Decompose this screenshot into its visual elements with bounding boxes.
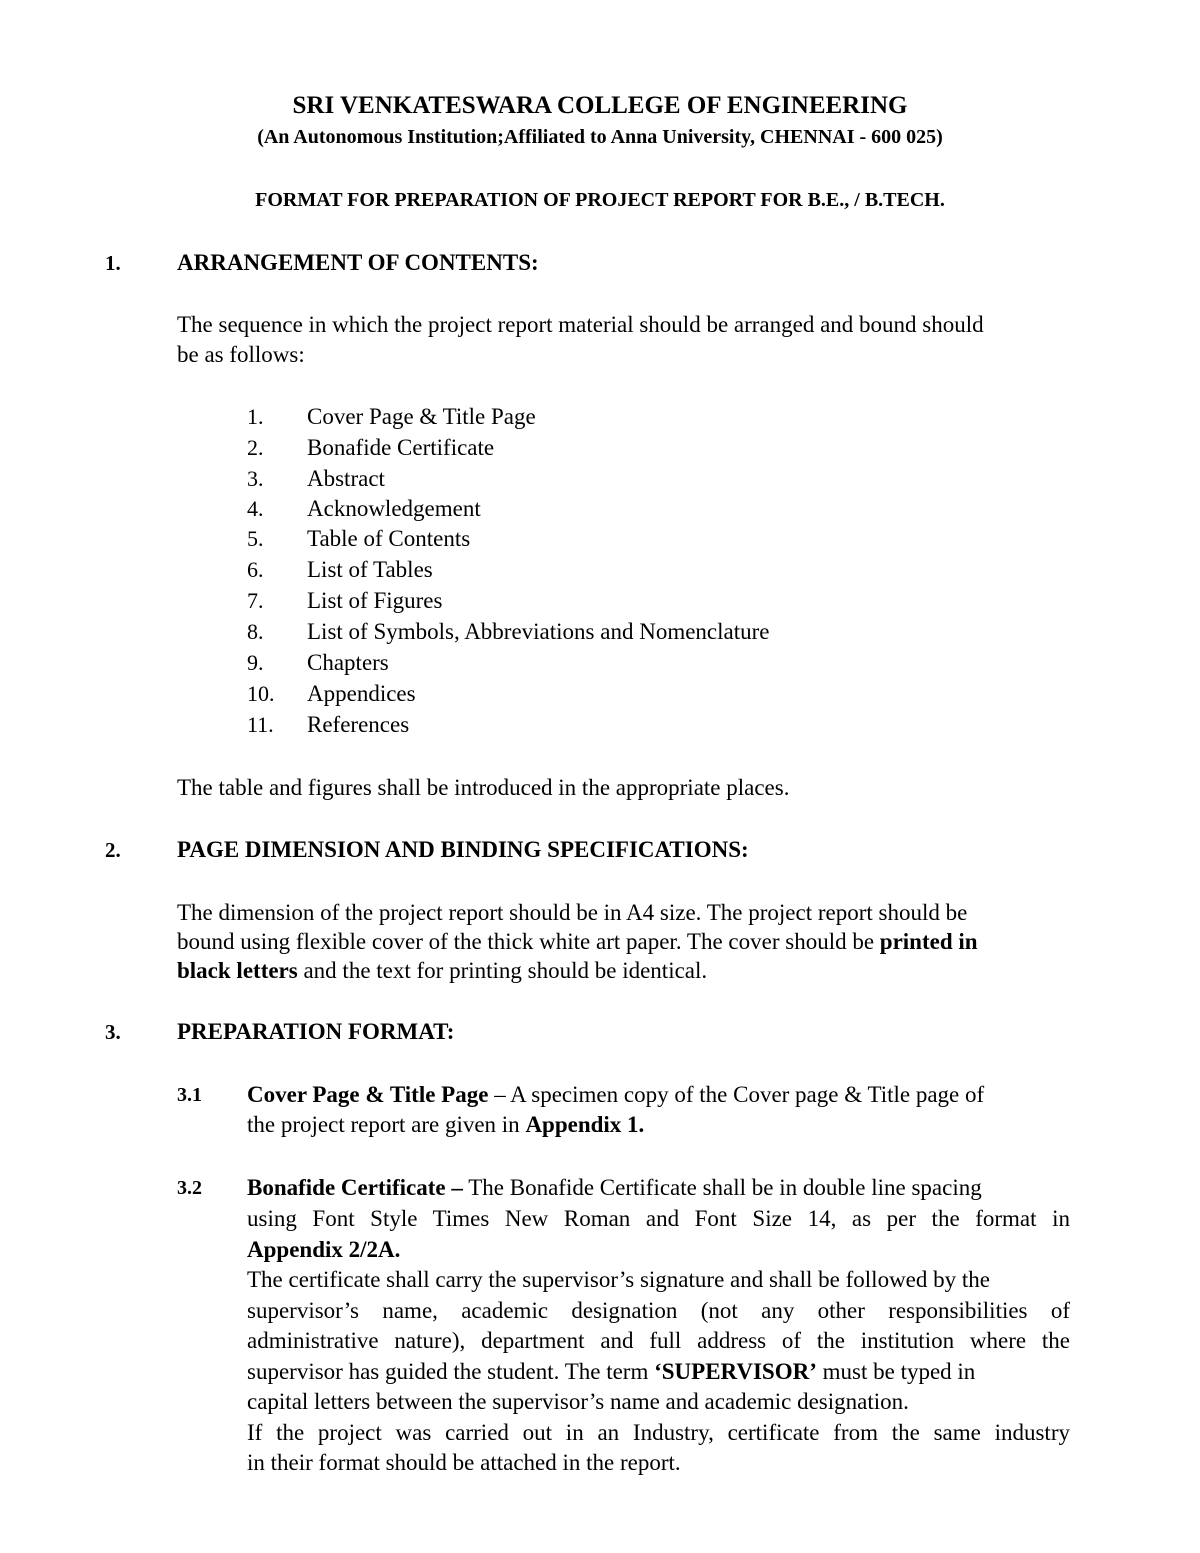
section-1-heading: ARRANGEMENT OF CONTENTS:: [177, 250, 539, 275]
subsection-3-1-appendix: Appendix 1.: [525, 1112, 645, 1137]
subsection-3-2-line-9: If the project was carried out in an Industry, certificate from the same industry: [247, 1420, 1070, 1445]
subsection-3-2-supervisor-term: ‘SUPERVISOR’: [654, 1359, 817, 1384]
section-2-line-2-bold: printed in: [879, 929, 978, 954]
subsection-3-1-title: Cover Page & Title Page: [247, 1082, 489, 1107]
subsection-3-2-line-7: [247, 1360, 975, 1383]
section-1-closing: The table and figures shall be introduced in the appropriate places.: [177, 775, 790, 800]
college-name: SRI VENKATESWARA COLLEGE OF ENGINEERING: [292, 92, 908, 119]
list-item-number: 11.: [247, 712, 274, 737]
section-2-heading: PAGE DIMENSION AND BINDING SPECIFICATIONS:: [177, 837, 749, 862]
subsection-3-2-line-1: [247, 1176, 982, 1199]
format-title: FORMAT FOR PREPARATION OF PROJECT REPORT FOR B.E., / B.TECH.: [255, 189, 945, 211]
list-item-label: Bonafide Certificate: [307, 435, 495, 460]
list-item-number: 9.: [247, 650, 264, 675]
list-item-number: 2.: [247, 435, 264, 460]
subsection-3-1-line-1-text: – A specimen copy of the Cover page & Title page of: [494, 1082, 985, 1107]
list-item-number: 5.: [247, 526, 264, 551]
subsection-3-1-line-1: [247, 1083, 984, 1106]
section-2-line-2-text: bound using flexible cover of the thick white art paper. The cover should be: [177, 929, 875, 954]
list-item-label: Table of Contents: [307, 526, 471, 551]
subsection-3-2-line-7-text: supervisor has guided the student. The term: [247, 1359, 649, 1384]
list-item-number: 1.: [247, 404, 264, 429]
list-item-label: Cover Page & Title Page: [307, 404, 536, 429]
section-2-line-1: The dimension of the project report should be in A4 size. The project report should be: [177, 900, 968, 925]
subsection-3-2-appendix: Appendix 2/2A.: [247, 1237, 401, 1262]
list-item-label: Appendices: [307, 681, 416, 706]
list-item-number: 10.: [247, 681, 275, 706]
section-1-intro-line-2: be as follows:: [177, 342, 305, 367]
section-2-line-3-text: and the text for printing should be identical.: [303, 958, 708, 983]
section-2-number: 2.: [105, 838, 121, 862]
list-item-label: References: [307, 712, 410, 737]
subsection-3-2-line-10: in their format should be attached in the report.: [247, 1450, 681, 1475]
section-2-line-3: [177, 959, 707, 982]
list-item-label: Acknowledgement: [307, 496, 481, 521]
subsection-3-2-line-1-text: The Bonafide Certificate shall be in double line spacing: [468, 1175, 982, 1200]
list-item-number: 8.: [247, 619, 264, 644]
list-item-label: List of Symbols, Abbreviations and Nomenclature: [307, 619, 770, 644]
list-item-label: Chapters: [307, 650, 389, 675]
section-2-line-2: [177, 930, 978, 953]
subsection-3-2-line-5: supervisor’s name, academic designation (not any other responsibilities of: [247, 1298, 1070, 1323]
section-1-intro-line-1: The sequence in which the project report material should be arranged and bound should: [177, 312, 984, 337]
section-1-number: 1.: [105, 251, 121, 275]
subsection-3-2-title: Bonafide Certificate –: [247, 1175, 463, 1200]
list-item-label: List of Tables: [307, 557, 433, 582]
section-3-heading: PREPARATION FORMAT:: [177, 1019, 455, 1044]
section-3-number: 3.: [105, 1020, 121, 1044]
list-item-number: 3.: [247, 466, 264, 491]
list-item-label: Abstract: [307, 466, 385, 491]
subsection-3-2-line-2: using Font Style Times New Roman and Font Size 14, as per the format in: [247, 1206, 1070, 1231]
subsection-3-2-number: 3.2: [177, 1177, 202, 1199]
subsection-3-2-line-6: administrative nature), department and full address of the institution where the: [247, 1328, 1070, 1353]
list-item-label: List of Figures: [307, 588, 443, 613]
subsection-3-1-number: 3.1: [177, 1084, 202, 1106]
affiliation-line: (An Autonomous Institution;Affiliated to Anna University, CHENNAI - 600 025): [257, 126, 943, 148]
list-item-number: 6.: [247, 557, 264, 582]
subsection-3-1-line-2: [247, 1113, 644, 1136]
subsection-3-1-line-2-text: the project report are given in: [247, 1112, 520, 1137]
subsection-3-2-line-7-end: must be typed in: [822, 1359, 976, 1384]
list-item-number: 4.: [247, 496, 264, 521]
subsection-3-2-line-8: capital letters between the supervisor’s name and academic designation.: [247, 1389, 909, 1414]
section-2-line-3-bold: black letters: [177, 958, 298, 983]
list-item-number: 7.: [247, 588, 264, 613]
subsection-3-2-line-4: The certificate shall carry the supervisor’s signature and shall be followed by the: [247, 1267, 990, 1292]
